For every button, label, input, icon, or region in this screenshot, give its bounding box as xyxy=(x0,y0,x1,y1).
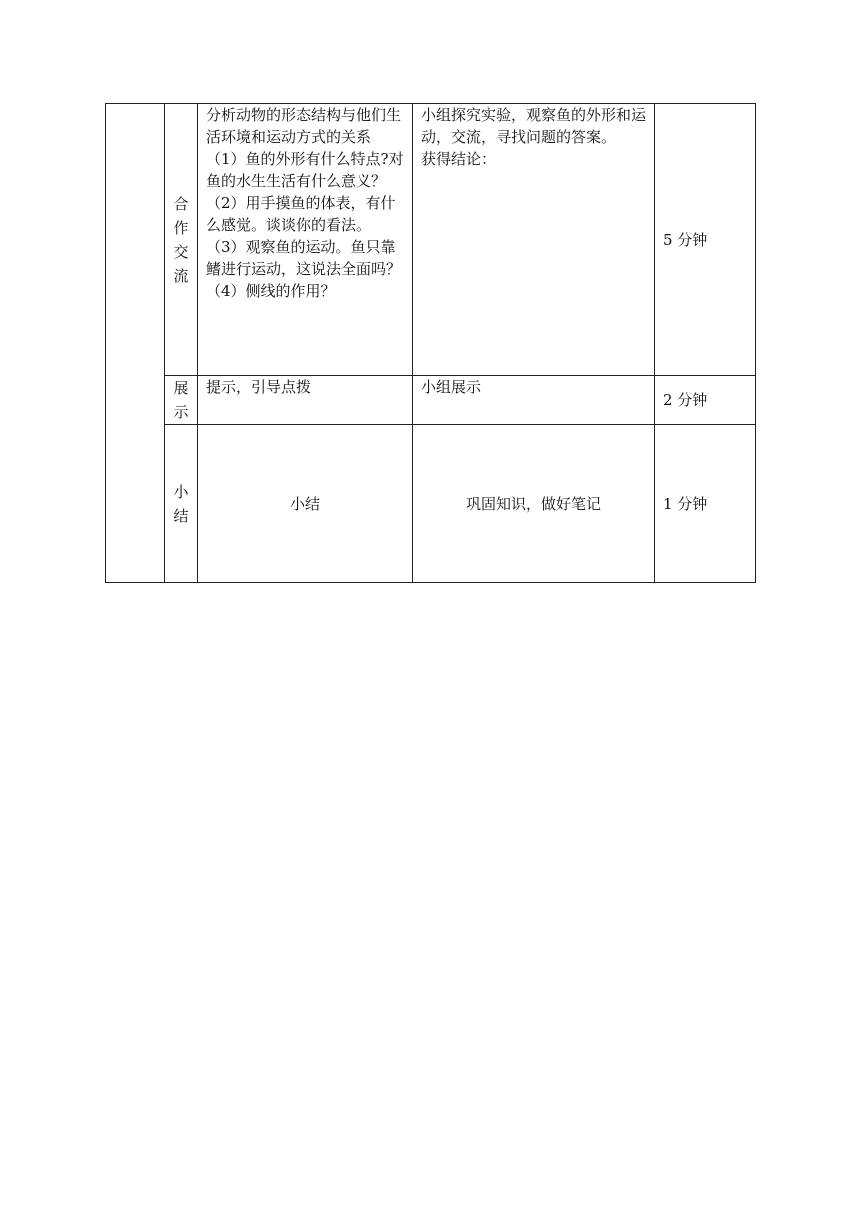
time-cell xyxy=(655,376,756,425)
teacher-question-3: （3）观察鱼的运动。鱼只靠鳍进行运动，这说法全面吗？ xyxy=(206,238,402,278)
table-row xyxy=(106,104,756,376)
student-activity-text: 巩固知识，做好笔记 xyxy=(465,494,601,513)
teacher-activity-cell xyxy=(198,376,413,425)
stage-cell xyxy=(165,425,198,583)
stage-label: 小结 xyxy=(173,482,189,525)
teacher-activity-text: 分析动物的形态结构与他们生活环境和运动方式的关系 xyxy=(206,106,402,146)
table-row xyxy=(106,425,756,583)
teacher-activity-text: 小结 xyxy=(289,494,320,513)
student-activity-cell xyxy=(413,376,655,425)
teacher-activity-cell xyxy=(198,104,413,376)
student-conclusion-text: 获得结论： xyxy=(421,150,497,168)
teacher-question-2: （2）用手摸鱼的体表，有什么感觉。谈谈你的看法。 xyxy=(206,194,396,234)
student-activity-text: 小组展示 xyxy=(421,378,482,396)
time-cell xyxy=(655,425,756,583)
lesson-plan-table xyxy=(105,103,756,583)
teacher-question-4: （4）侧线的作用？ xyxy=(206,282,336,300)
student-activity-text: 小组探究实验，观察鱼的外形和运动，交流，寻找问题的答案。 xyxy=(421,106,647,146)
teacher-question-1: （1）鱼的外形有什么特点?对鱼的水生生活有什么意义？ xyxy=(206,150,404,190)
student-activity-cell xyxy=(413,104,655,376)
merged-section-cell xyxy=(106,104,165,583)
table-row xyxy=(106,376,756,425)
stage-label: 合作交流 xyxy=(173,194,189,285)
student-activity-cell xyxy=(413,425,655,583)
stage-cell xyxy=(165,104,198,376)
stage-cell xyxy=(165,376,198,425)
stage-label: 展示 xyxy=(173,379,189,421)
teacher-activity-text: 提示，引导点拨 xyxy=(206,378,312,396)
time-cell xyxy=(655,104,756,376)
time-value: 5 分钟 xyxy=(663,230,708,249)
time-value: 1 分钟 xyxy=(663,494,708,513)
time-value: 2 分钟 xyxy=(663,391,708,409)
teacher-activity-cell xyxy=(198,425,413,583)
